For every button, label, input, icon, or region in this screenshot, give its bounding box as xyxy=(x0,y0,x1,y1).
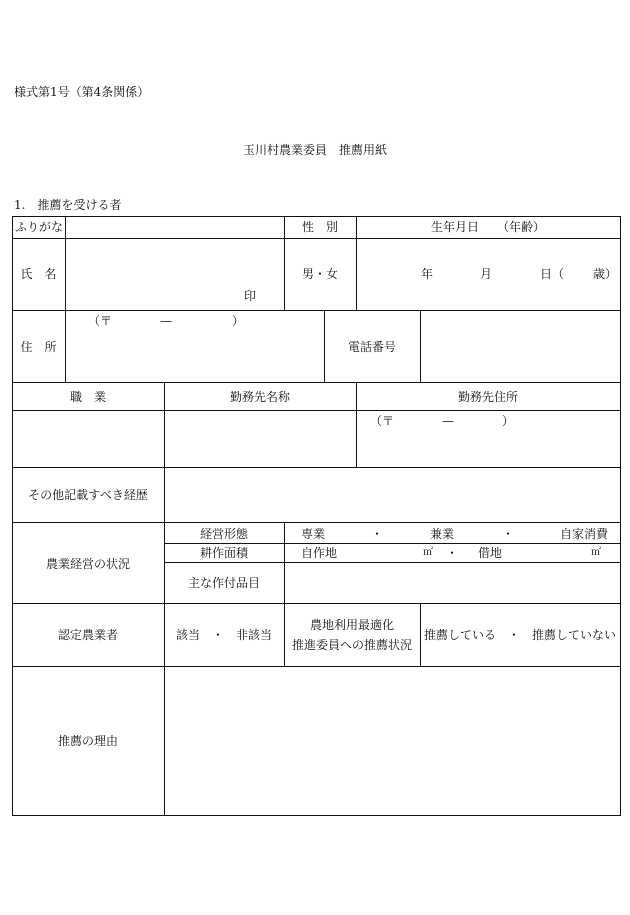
committee-label-line2: 推進委員への推薦状況 xyxy=(291,638,412,652)
certified-options[interactable]: 該当 ・ 非該当 xyxy=(175,628,272,642)
rented-land-unit: ㎡ xyxy=(591,547,601,558)
gender-header: 性 別 xyxy=(301,220,338,234)
seal-mark: 印 xyxy=(244,289,257,303)
workplace-postal: （〒 — ） xyxy=(370,414,515,428)
mgmt-full-time[interactable]: 専業 xyxy=(301,527,326,541)
form-title: 玉川村農業委員 推薦用紙 xyxy=(242,143,387,157)
occupation-input[interactable] xyxy=(13,411,163,466)
address-postal: （〒 — ） xyxy=(88,314,245,328)
main-crops-input[interactable] xyxy=(285,563,619,602)
career-input[interactable] xyxy=(165,468,619,521)
occupation-header: 職 業 xyxy=(69,390,106,404)
phone-input[interactable] xyxy=(421,311,619,381)
mgmt-part-time[interactable]: 兼業 xyxy=(430,527,455,541)
committee-options[interactable]: 推薦している ・ 推薦していない xyxy=(423,628,616,642)
committee-label-line1: 農地利用最適化 xyxy=(309,618,394,632)
own-land-unit: ㎡ xyxy=(423,547,433,558)
reason-input[interactable] xyxy=(165,667,619,814)
section-heading: 1. 推薦を受ける者 xyxy=(14,198,122,212)
phone-label: 電話番号 xyxy=(347,340,396,354)
birthdate-header: 生年月日 （年齢） xyxy=(430,220,545,234)
certified-farmer-label: 認定農業者 xyxy=(57,628,118,642)
main-crops-label: 主な作付品目 xyxy=(187,576,260,590)
workplace-name-input[interactable] xyxy=(165,411,355,466)
year-label: 年 xyxy=(421,267,434,281)
mgmt-separator-2: ・ xyxy=(502,527,515,541)
day-label: 日（ xyxy=(540,267,565,281)
gender-options[interactable]: 男・女 xyxy=(301,267,338,281)
mgmt-self-consumption[interactable]: 自家消費 xyxy=(560,527,609,541)
workplace-address-header: 勤務先住所 xyxy=(457,390,518,404)
mgmt-separator-1: ・ xyxy=(371,527,384,541)
cultivated-area-label: 耕作面積 xyxy=(199,546,248,560)
form-number: 様式第1号（第4条関係） xyxy=(14,85,150,99)
age-label: 歳） xyxy=(593,267,618,281)
address-input[interactable] xyxy=(66,311,323,381)
career-label: その他記載すべき経歴 xyxy=(28,488,148,502)
farm-status-label: 農業経営の状況 xyxy=(45,557,130,571)
furigana-label: ふりがな xyxy=(15,220,64,234)
furigana-input[interactable] xyxy=(66,217,283,238)
rented-land-label: 借地 xyxy=(478,546,503,560)
own-land-label: 自作地 xyxy=(301,546,338,560)
area-separator: ・ xyxy=(446,546,459,560)
workplace-name-header: 勤務先名称 xyxy=(229,390,290,404)
month-label: 月 xyxy=(480,267,493,281)
reason-label: 推薦の理由 xyxy=(57,734,118,748)
workplace-address-input[interactable] xyxy=(357,411,619,466)
name-label: 氏 名 xyxy=(20,267,57,281)
address-label: 住 所 xyxy=(20,340,57,354)
management-type-label: 経営形態 xyxy=(199,527,248,541)
